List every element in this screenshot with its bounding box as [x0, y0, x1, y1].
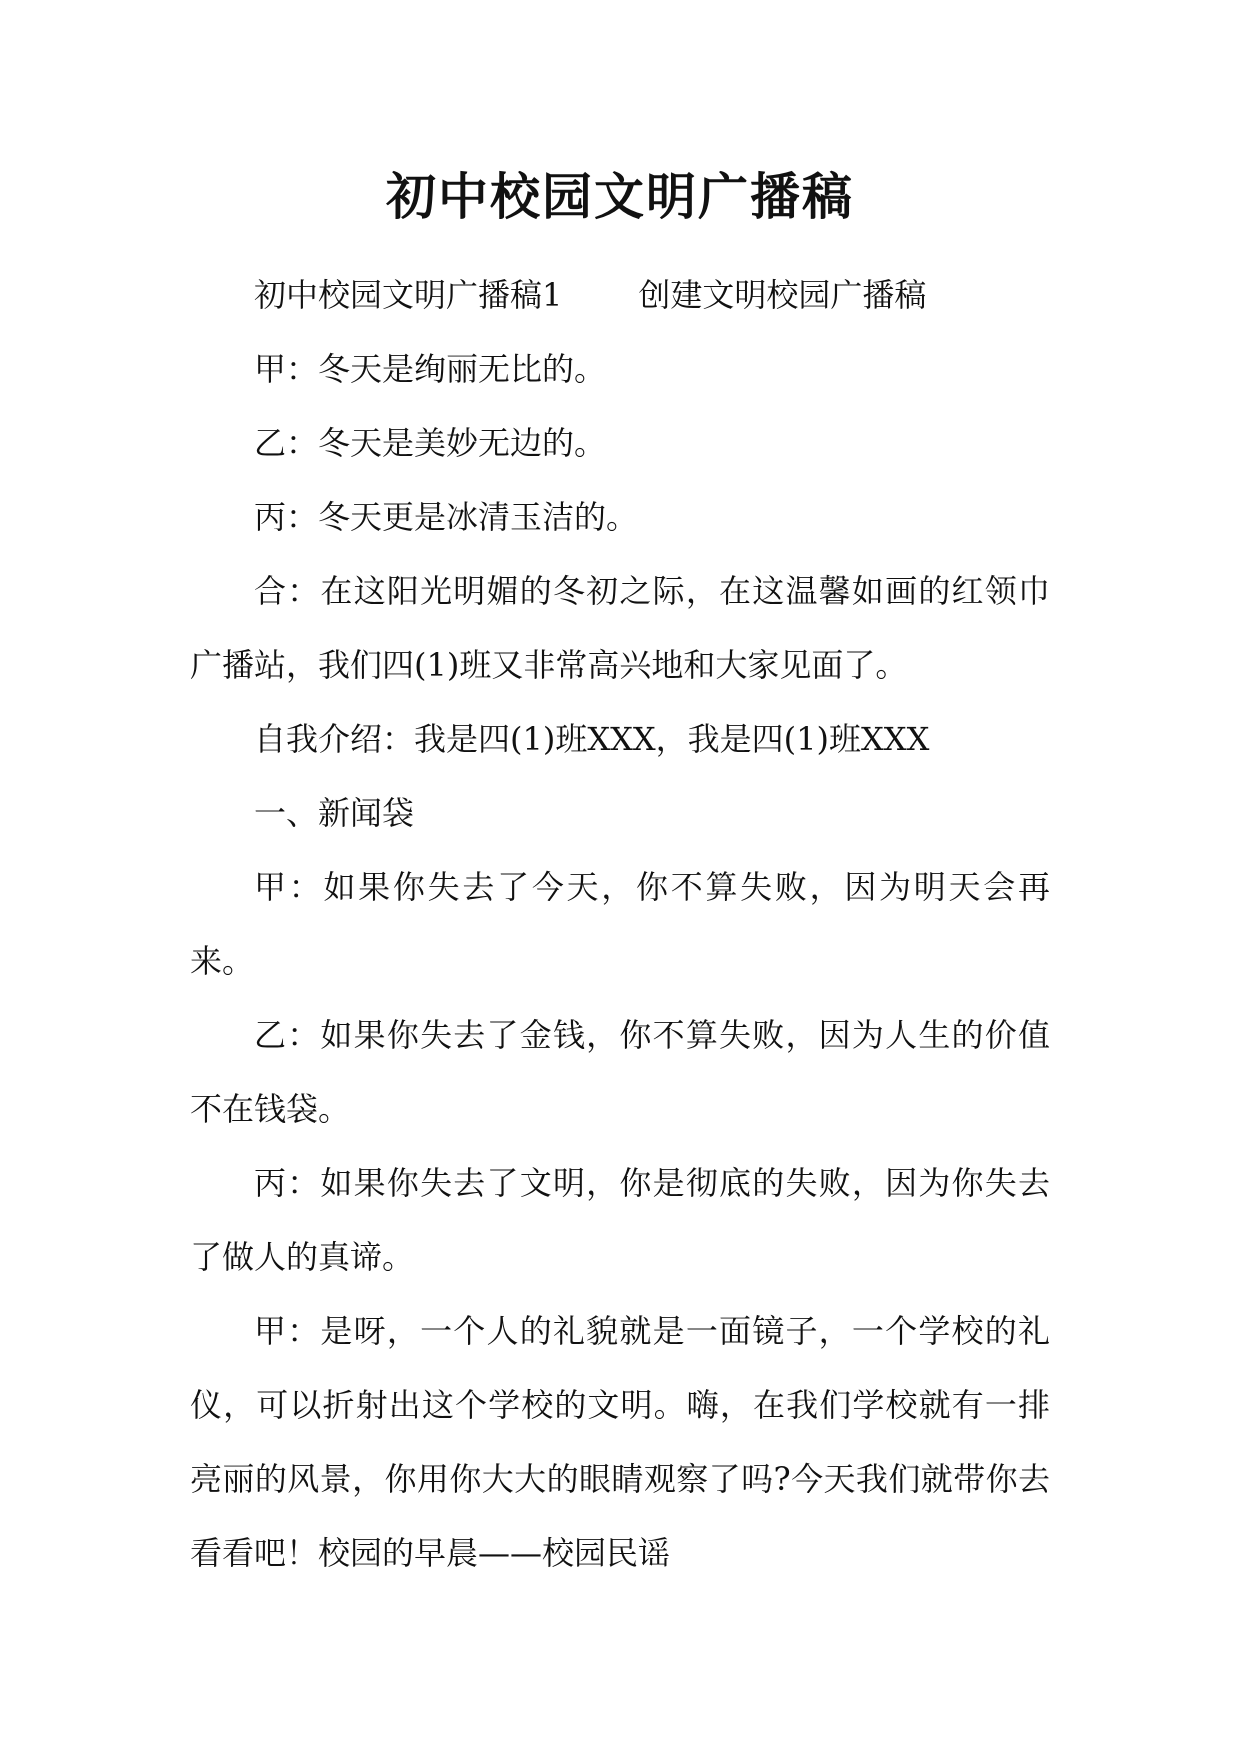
subtitle-left: 初中校园文明广播稿1 [254, 276, 563, 314]
paragraph-3: 丙：冬天更是冰清玉洁的。 [254, 498, 639, 536]
subtitle-line [190, 258, 1050, 332]
document-body [190, 258, 1050, 1590]
paragraph-5: 自我介绍：我是四(1)班XXX，我是四(1)班XXX [254, 720, 930, 758]
paragraph-2: 乙：冬天是美妙无边的。 [254, 424, 607, 462]
paragraph-6: 一、新闻袋 [254, 794, 415, 832]
paragraph-7: 甲：如果你失去了今天，你不算失败，因为明天会再来。 [190, 868, 1050, 980]
paragraph-9: 丙：如果你失去了文明，你是彻底的失败，因为你失去了做人的真谛。 [190, 1164, 1050, 1276]
paragraph-4: 合：在这阳光明媚的冬初之际，在这温馨如画的红领巾广播站，我们四(1)班又非常高兴地和大家见面了。 [190, 572, 1050, 684]
paragraph-10: 甲：是呀，一个人的礼貌就是一面镜子，一个学校的礼仪，可以折射出这个学校的文明。嗨，在我们学校就有一排亮丽的风景，你用你大大的眼睛观察了吗?今天我们就带你去看看吧！校园的早晨——校园民谣 [190, 1312, 1050, 1572]
subtitle-right: 创建文明校园广播稿 [638, 276, 927, 314]
paragraph-1: 甲：冬天是绚丽无比的。 [254, 350, 607, 388]
page-title: 初中校园文明广播稿 [386, 167, 854, 226]
paragraph-8: 乙：如果你失去了金钱，你不算失败，因为人生的价值不在钱袋。 [190, 1016, 1050, 1128]
